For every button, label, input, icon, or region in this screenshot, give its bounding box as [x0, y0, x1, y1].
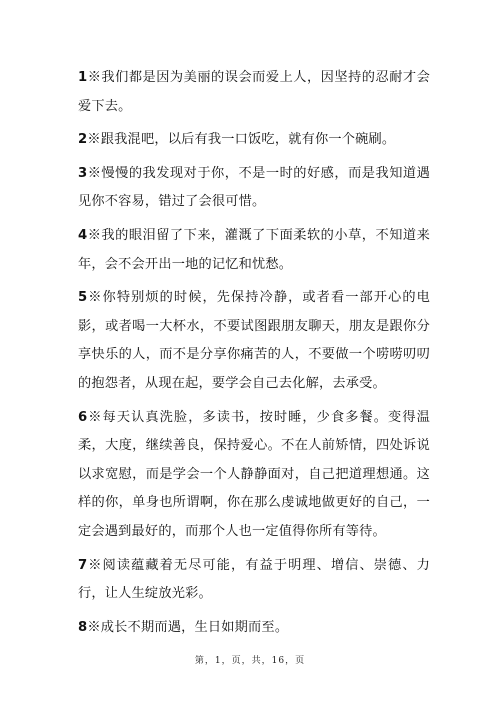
- paragraph-text: ※你特别烦的时候，先保持冷静，或者看一部开心的电影，或者喝一大杯水，不要试图跟朋友聊天，朋友是跟你分享快乐的人，而不是分享你痛苦的人，不要做一个唠唠叨叨的抱怨者，从现在起，要学会自己去化解，去承受。: [78, 290, 430, 391]
- paragraph-number: 4: [78, 227, 88, 243]
- paragraph-5: [78, 284, 430, 398]
- paragraph-text: ※慢慢的我发现对于你，不是一时的好感，而是我知道遇见你不容易，错过了会很可惜。: [78, 165, 430, 210]
- paragraph-2: [78, 126, 430, 155]
- paragraph-7: [78, 552, 430, 609]
- paragraph-text: ※我的眼泪留了下来，灌溉了下面柔软的小草，不知道来年，会不会开出一地的记忆和忧愁。: [78, 227, 430, 272]
- page-footer: 第，1，页，共，16，页: [194, 656, 306, 666]
- paragraph-text: ※我们都是因为美丽的误会而爱上人，因坚持的忍耐才会爱下去。: [78, 70, 430, 114]
- paragraph-number: 6: [78, 409, 88, 425]
- paragraph-3: [78, 160, 430, 217]
- paragraph-text: ※跟我混吧，以后有我一口饭吃，就有你一个碗刷。: [87, 132, 396, 148]
- paragraph-number: 3: [78, 165, 88, 181]
- paragraph-text: ※每天认真洗脸，多读书，按时睡，少食多餐。变得温柔，大度，继续善良，保持爱心。不在人前矫情，四处诉说以求宽慰，而是学会一个人静静面对，自己把道理想通。这样的你，单身也所谓啊，你在那么虔诚地做更好的自己，一定会遇到最好的，而那个人也一定值得你所有等待。: [78, 409, 430, 539]
- paragraph-4: [78, 222, 430, 279]
- paragraph-1: [78, 64, 430, 121]
- paragraph-6: [78, 404, 430, 547]
- paragraph-text: ※阅读蕴藏着无尽可能，有益于明理、增信、崇德、力行，让人生绽放光彩。: [78, 557, 430, 602]
- paragraph-number: 2: [78, 132, 88, 148]
- paragraph-8: [78, 614, 430, 643]
- paragraph-number: 1: [78, 70, 88, 85]
- paragraph-text: ※成长不期而遇，生日如期而至。: [87, 619, 289, 635]
- paragraph-number: 8: [78, 619, 88, 635]
- paragraph-number: 5: [78, 290, 88, 306]
- paragraph-number: 7: [78, 557, 88, 573]
